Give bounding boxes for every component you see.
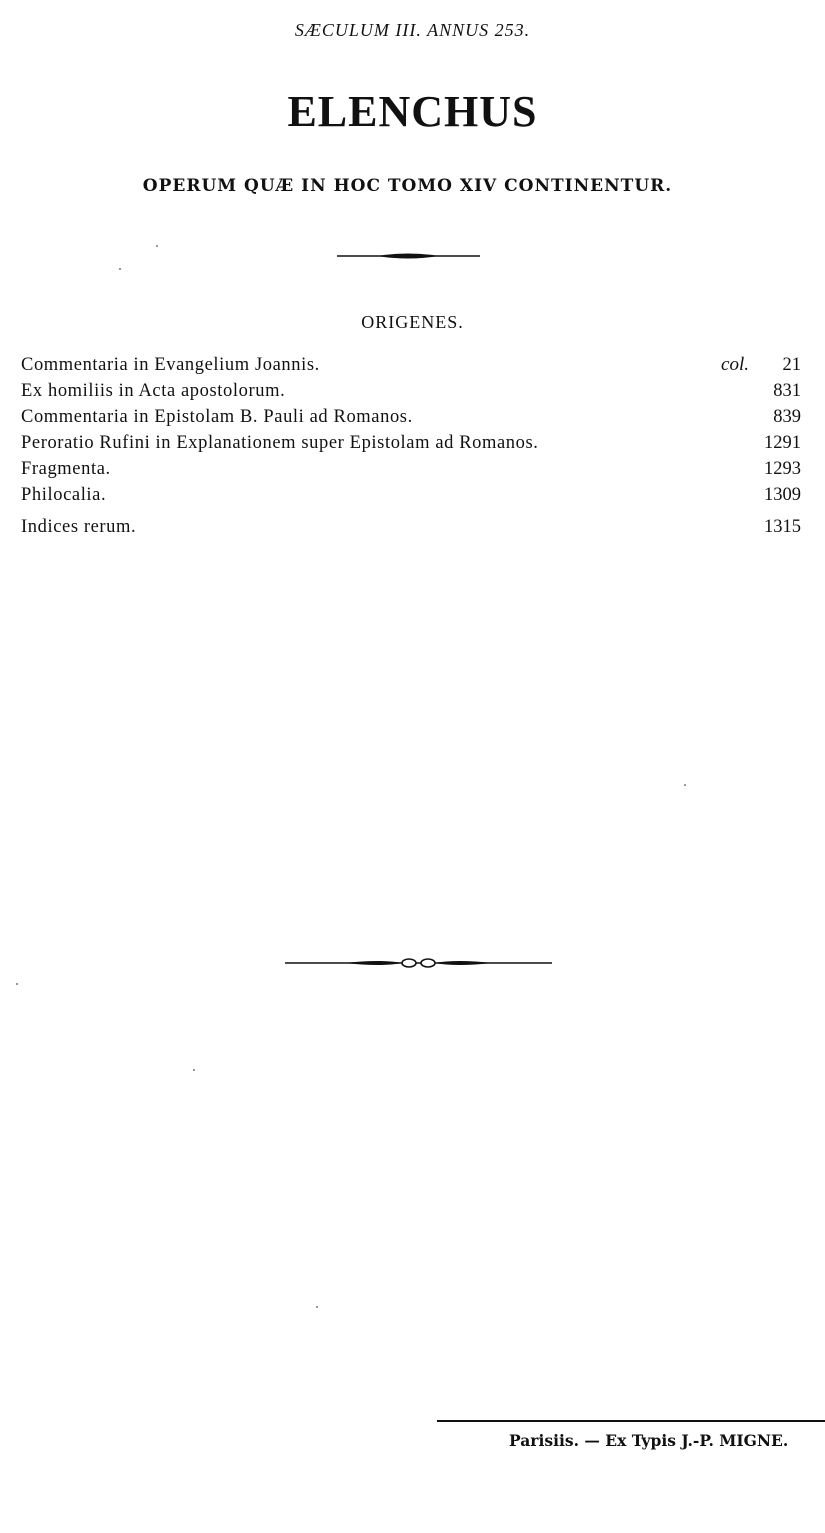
paper-speck (684, 784, 686, 786)
toc-entry-column: 1315 (764, 517, 801, 537)
paper-speck (193, 1069, 195, 1071)
printer-imprint: Parisiis. — Ex Typis J.-P. MIGNE. (509, 1431, 789, 1450)
toc-entry-title: Commentaria in Evangelium Joannis. (21, 355, 320, 375)
toc-entry-column: 1293 (764, 459, 801, 479)
paper-speck (156, 245, 158, 247)
toc-row (21, 404, 804, 430)
toc-entry-column: 1309 (764, 485, 801, 505)
toc-entry-title: Peroratio Rufini in Explanationem super Epistolam ad Romanos. (21, 433, 539, 453)
toc-entry-title: Philocalia. (21, 485, 107, 505)
toc-entry-column: 831 (773, 381, 801, 401)
section-heading: ORIGENES. (361, 312, 464, 332)
toc-entry-title: Commentaria in Epistolam B. Pauli ad Romanos. (21, 407, 413, 427)
toc-entry-column: 21 (782, 355, 801, 375)
toc-entry-column: 839 (773, 407, 801, 427)
imprint-rule (437, 1420, 825, 1422)
toc-row (21, 430, 804, 456)
running-head: SÆCULUM III. ANNUS 253. (294, 20, 531, 40)
toc-entry-column: 1291 (764, 433, 801, 453)
toc-entry-title: Indices rerum. (21, 517, 137, 537)
page-subtitle: OPERUM QUÆ IN HOC TOMO XIV CONTINENTUR. (142, 176, 673, 196)
ornamental-rule-top (337, 250, 480, 262)
toc-row (21, 456, 804, 482)
ornamental-rule-middle (285, 955, 552, 971)
toc-row (21, 514, 804, 540)
table-of-contents (21, 352, 804, 540)
toc-row (21, 378, 804, 404)
paper-speck (119, 268, 121, 270)
toc-entry-title: Ex homiliis in Acta apostolorum. (21, 381, 286, 401)
toc-entry-title: Fragmenta. (21, 459, 111, 479)
column-label: col. (721, 354, 749, 375)
paper-speck (16, 983, 18, 985)
page-title: ELENCHUS (287, 87, 538, 136)
toc-row (21, 482, 804, 508)
paper-speck (316, 1306, 318, 1308)
toc-row (21, 352, 804, 378)
